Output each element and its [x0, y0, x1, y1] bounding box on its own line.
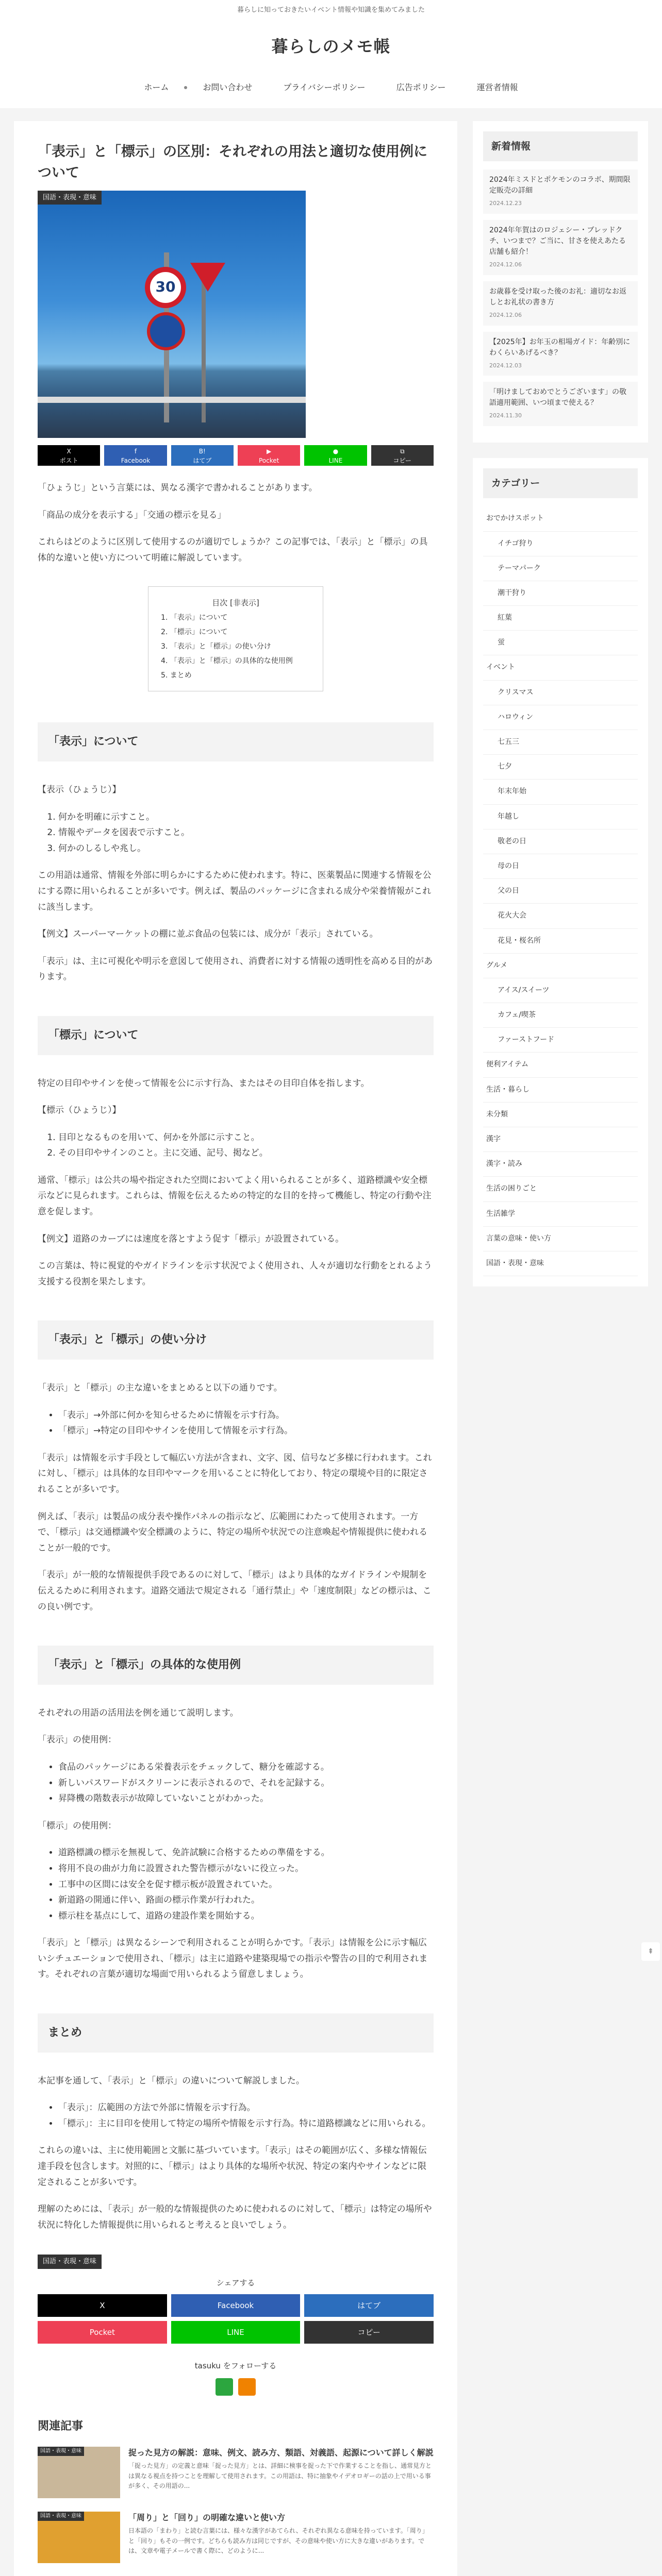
toc-item[interactable]: 5. まとめ [161, 671, 192, 680]
section-paragraph: 「表示」と「標示」の主な違いをまとめると以下の通りです。 [38, 1383, 283, 1394]
share-button-label: Pocket [258, 457, 279, 464]
list-item: • 新しいパスワードがスクリーンに表示されるので、それを記録する。 [58, 1775, 434, 1791]
bullet-list [38, 1408, 434, 1439]
section-paragraph: 例えば、「表示」は製品の成分表や操作パネルの指示など、広範囲にわたって使用されます。一方で、「標示」は交通標識や安全標識のように、特定の場所や状況での注意喚起や情報提供に使われることが一般的です。 [38, 1511, 428, 1553]
category-widget [473, 458, 648, 1286]
list-item: • 道路標識の標示を無視して、免許試験に合格するための準備をする。 [58, 1845, 434, 1861]
related-thumbnail [38, 2447, 120, 2498]
main-article [14, 121, 457, 2576]
eyecatch-image [38, 191, 306, 438]
new-post-card[interactable] [483, 220, 638, 275]
section-paragraph: これらの違いは、主に使用範囲と文脈に基づいています。「表示」はその範囲が広く、多様な情報伝達手段を包含します。対照的に、「標示」はより具体的な場所や状況、特定の案内やサインなどに限定されることが多いです。 [38, 2145, 427, 2188]
share-button-label: LINE [328, 457, 343, 464]
new-post-title: お歳暮を受け取った後のお礼：適切なお返しとお礼状の書き方 [489, 287, 626, 307]
section-heading: 「表示」と「標示」の使い分け [38, 1320, 434, 1360]
related-category: 国語・表現・意味 [38, 2512, 84, 2521]
share-buttons-bottom [38, 2294, 434, 2344]
list-item: 1. 何かを明確に示すこと。 [58, 809, 434, 825]
bullet-list [38, 1759, 434, 1807]
category-item[interactable]: 母の日 [483, 854, 638, 879]
related-title-text: 「周り」と「回り」の明確な違いと使い方 [128, 2513, 286, 2523]
top-announcement-bar [0, 0, 662, 21]
table-of-contents [148, 586, 323, 691]
list-item: 3. 何かのしるしや兆し。 [58, 841, 434, 857]
speed-limit-number: 30 [155, 278, 176, 295]
share-button-bottom[interactable]: はてブ [304, 2294, 434, 2317]
share-button-icon: ▶ [267, 448, 272, 455]
feedly-icon[interactable] [216, 2378, 233, 2396]
category-item[interactable]: イベント [483, 655, 638, 680]
speed-limit-sign [145, 267, 186, 308]
intro-paragraph: 「商品の成分を表示する」「交通の標示を見る」 [38, 510, 226, 520]
share-button-label: ポスト [59, 457, 78, 464]
section-heading: 「標示」について [38, 1016, 434, 1055]
bullet-list [38, 2100, 434, 2131]
share-button-bottom[interactable]: コピー [304, 2321, 434, 2344]
new-post-title: 2024年ミスドとポケモンのコラボ、期間限定販売の詳細 [489, 176, 631, 195]
category-item[interactable]: 生活雑学 [483, 1202, 638, 1227]
new-post-date: 2024.12.23 [489, 200, 522, 207]
section-paragraph: それぞれの用語の活用法を例を通じて説明します。 [38, 1707, 239, 1718]
category-item[interactable]: 年末年始 [483, 779, 638, 804]
category-item[interactable]: クリスマス [483, 681, 638, 705]
intro-paragraph: これらはどのように区別して使用するのが適切でしょうか？この記事では、「表示」と「標示」の具体的な違いと使い方について明確に解説しています。 [38, 537, 428, 563]
section-paragraph: 【標示（ひょうじ）】 [38, 1105, 121, 1116]
section-paragraph: 「表示」と「標示」は異なるシーンで利用されることが明らかです。「表示」は情報を公に示す幅広いシチュエーションで使用され、「標示」は主に道路や建築現場での指示や警告の目的で利用されます。それぞれの言葉が適切な場面で用いられるよう留意しましょう。 [38, 1938, 428, 1980]
category-item[interactable]: ハロウィン [483, 705, 638, 730]
rss-icon[interactable] [238, 2378, 256, 2396]
bullet-list [38, 1845, 434, 1924]
share-button-icon: ⧉ [400, 448, 405, 455]
sidebar [473, 121, 648, 1302]
section-paragraph: 特定の目印やサインを使って情報を公に示す行為、またはその目印自体を指します。 [38, 1078, 370, 1089]
share-button-icon: f [134, 448, 137, 455]
category-item[interactable]: アイス/スイーツ [483, 978, 638, 1003]
related-category: 国語・表現・意味 [38, 2447, 84, 2456]
section-paragraph: 「表示」は、主に可視化や明示を意図して使用され、消費者に対する情報の透明性を高める目的があります。 [38, 956, 433, 982]
category-item[interactable]: 漢字・読み [483, 1152, 638, 1177]
toc-list [161, 611, 310, 683]
article-tag[interactable]: 国語・表現・意味 [38, 2255, 102, 2268]
category-item[interactable]: 父の日 [483, 879, 638, 904]
list-item: • 食品のパッケージにある栄養表示をチェックして、糖分を確認する。 [58, 1759, 434, 1775]
nav-item-ad-policy[interactable]: 広告ポリシー [396, 82, 446, 92]
category-item[interactable]: グルメ [483, 954, 638, 978]
guard-rail [38, 397, 306, 403]
share-button-bottom[interactable]: X [38, 2294, 167, 2317]
category-title: カテゴリー [483, 468, 638, 498]
new-post-date: 2024.11.30 [489, 412, 522, 419]
related-title: 関連記事 [38, 2419, 84, 2433]
category-item[interactable]: 花見・桜名所 [483, 929, 638, 954]
section-heading: まとめ [38, 2013, 434, 2053]
content-wrapper [14, 121, 648, 2576]
eyecatch-category-label[interactable]: 国語・表現・意味 [38, 191, 102, 205]
share-button-bottom[interactable]: LINE [171, 2321, 301, 2344]
new-post-title: 「明けましておめでとうございます」の敬語適用範囲、いつ頃まで使える？ [489, 388, 626, 408]
list-item: 2. その目印やサインのこと。主に交通、記号、掲など。 [58, 1145, 434, 1161]
category-item[interactable]: 潮干狩り [483, 581, 638, 606]
article-intro [38, 480, 434, 566]
share-button-icon: B! [198, 448, 206, 455]
share-title: シェアする [216, 2278, 255, 2287]
follow-icons [38, 2378, 434, 2396]
category-item[interactable]: カフェ/喫茶 [483, 1003, 638, 1028]
toc-item[interactable]: 2. 「標示」について [161, 628, 228, 637]
related-title-text: 捉った見方の解説：意味、例文、読み方、類語、対義語、起源について詳しく解説 [128, 2448, 434, 2458]
list-item: • 工事中の区間には安全を促す標示板が設置されていた。 [58, 1877, 434, 1893]
related-excerpt: 「捉った見方」の定義と意味「捉った見方」とは、詳細に検事を捉った下で作業することを指し、通常見方とは異なる視点を持つことを理解して使用されます。この用語は、特に抽象やイデオロギーの話の上で用いる事が多く、その用語の... [128, 2462, 432, 2489]
category-item[interactable]: 言葉の意味・使い方 [483, 1227, 638, 1251]
category-item[interactable]: 七五三 [483, 730, 638, 755]
category-item[interactable]: ファーストフード [483, 1028, 638, 1053]
section-paragraph: 「表示」は情報を示す手段として幅広い方法が含まれ、文字、図、信号など多様に行われます。これに対し、「標示」は具体的な目印やマークを用いることに特化しており、特定の環境や目的に限定されることが多いです。 [38, 1452, 432, 1495]
section-paragraph: 本記事を通して、「表示」と「標示」の違いについて解説しました。 [38, 2075, 305, 2086]
list-item: • 「表示」→外部に何かを知らせるために情報を示す行為。 [58, 1408, 434, 1423]
share-button-label: はてブ [193, 457, 212, 464]
no-parking-sign [147, 312, 185, 350]
category-item[interactable]: 生活・暮らし [483, 1078, 638, 1103]
new-post-card[interactable] [483, 170, 638, 214]
section-paragraph: 「表示」の使用例： [38, 1735, 117, 1745]
category-item[interactable]: 漢字 [483, 1127, 638, 1152]
category-item[interactable]: 紅葉 [483, 606, 638, 631]
toc-item[interactable]: 4. 「表示」と「標示」の具体的な使用例 [161, 657, 293, 666]
follow-title: tasuku をフォローする [194, 2361, 277, 2370]
new-post-title: 【2025年】お年玉の相場ガイド：年齢別にわくらいあげるべき？ [489, 337, 631, 357]
list-item: 1. 目印となるものを用いて、何かを外部に示すこと。 [58, 1130, 434, 1146]
list-item: • 「表示」：広範囲の方法で外部に情報を示す行為。 [58, 2100, 434, 2116]
toc-item[interactable]: 3. 「表示」と「標示」の使い分け [161, 642, 271, 651]
list-item: • 「標示」：主に目印を使用して特定の場所や情報を示す行為。特に道路標識などに用いられる。 [58, 2116, 434, 2132]
page-top-button[interactable]: ⇞ [641, 1942, 660, 1961]
stop-sign [190, 263, 225, 292]
list-item: • 新道路の開通に伴い、路面の標示作業が行われた。 [58, 1892, 434, 1908]
new-post-date: 2024.12.03 [489, 362, 522, 369]
share-button-bottom[interactable]: Pocket [38, 2321, 167, 2344]
section-paragraph: 【例文】道路のカーブには速度を落とすよう促す「標示」が設置されている。 [38, 1233, 344, 1244]
new-posts-list [483, 170, 638, 426]
share-button-label: コピー [393, 457, 412, 464]
list-item: • 「標示」→特定の目印やサインを使用して情報を示す行為。 [58, 1423, 434, 1439]
nav-item-home[interactable]: ホーム [144, 82, 169, 92]
section-heading: 「表示」について [38, 722, 434, 761]
share-button-top[interactable] [104, 445, 167, 466]
intro-paragraph: 「ひょうじ」という言葉には、異なる漢字で書かれることがあります。 [38, 483, 318, 493]
category-item[interactable]: 国語・表現・意味 [483, 1251, 638, 1276]
ordered-list [38, 809, 434, 857]
list-item: • 昇降機の階数表示が故障していないことがわかった。 [58, 1791, 434, 1807]
share-button-icon: ● [333, 448, 339, 455]
share-button-top[interactable] [371, 445, 434, 466]
related-card[interactable] [38, 2512, 434, 2563]
share-button-label: Facebook [121, 457, 151, 464]
new-post-card[interactable] [483, 382, 638, 426]
new-post-date: 2024.12.06 [489, 261, 522, 268]
article-title: 「表示」と「標示」の区別：それぞれの用法と適切な使用例について [38, 144, 427, 181]
article-sections [38, 722, 434, 2233]
site-title-link[interactable]: 暮らしのメモ帳 [271, 37, 391, 56]
share-button-top[interactable] [171, 445, 234, 466]
section-paragraph: 理解のためには、「表示」が一般的な情報提供のために使われるのに対して、「標示」は特定の場所や状況に特化した情報提供に用いられると考えると良いでしょう。 [38, 2204, 432, 2230]
list-item: 2. 情報やデータを図表で示すこと。 [58, 825, 434, 841]
share-button-top[interactable] [238, 445, 300, 466]
section-paragraph: 【表示（ひょうじ）】 [38, 784, 121, 795]
section-paragraph: 「表示」が一般的な情報提供手段であるのに対して、「標示」はより具体的なガイドラインや規制を伝えるために利用されます。道路交通法で規定される「通行禁止」や「速度制限」などの標示は、この良い例です。 [38, 1570, 432, 1612]
share-button-bottom[interactable]: Facebook [171, 2294, 301, 2317]
category-item[interactable]: おでかけスポット [483, 506, 638, 531]
category-list [483, 506, 638, 1276]
category-item[interactable]: イチゴ狩り [483, 532, 638, 556]
nav-item-privacy[interactable]: プライバシーポリシー [283, 82, 366, 92]
nav-item-contact[interactable]: お問い合わせ [203, 82, 253, 92]
section-paragraph: 【例文】スーパーマーケットの棚に並ぶ食品の包装には、成分が「表示」されている。 [38, 929, 378, 940]
section-paragraph: 通常、「標示」は公共の場や指定された空間においてよく用いられることが多く、道路標識や安全標示などに見られます。これらは、情報を伝えるための特定的な目的を持って機能し、特定の行動や注意を促します。 [38, 1175, 432, 1217]
ordered-list [38, 1130, 434, 1161]
category-item[interactable]: 七夕 [483, 755, 638, 779]
share-button-top[interactable] [38, 445, 100, 466]
new-post-title: 2024年年賀はのロジェシー・ブレッドクチ、いつまで？ご当に、甘さを使えあたる店舗も紹介！ [489, 226, 626, 256]
related-text [128, 2512, 434, 2563]
nav-item-operator[interactable]: 運営者情報 [476, 82, 518, 92]
related-card[interactable] [38, 2447, 434, 2498]
new-posts-title: 新着情報 [483, 131, 638, 161]
section-paragraph: この言葉は、特に視覚的やガイドラインを示す状況でよく使用され、人々が適切な行動をとれるよう支援する役割を果たします。 [38, 1261, 432, 1287]
new-posts-widget [473, 121, 648, 443]
category-item[interactable]: 年越し [483, 805, 638, 829]
section-paragraph: 「標示」の使用例： [38, 1820, 117, 1831]
category-item[interactable]: 敬老の日 [483, 829, 638, 854]
list-item: • 将用不良の曲が力角に設置された警告標示がないに役立った。 [58, 1861, 434, 1877]
global-nav [0, 67, 662, 108]
topbar-text: 暮らしに知っておきたいイベント情報や知識を集めてみました [237, 6, 425, 14]
share-button-icon: X [67, 448, 71, 455]
category-item[interactable]: 未分類 [483, 1103, 638, 1127]
related-list [38, 2447, 434, 2576]
category-item[interactable]: 便利アイテム [483, 1053, 638, 1077]
toc-title[interactable]: 目次 [非表示] [212, 598, 259, 608]
share-button-top[interactable] [304, 445, 367, 466]
site-header [0, 21, 662, 67]
related-excerpt: 日本語の「まわり」と読む言葉には、様々な漢字があてられ、それぞれ異なる意味を持っています。「周り」と「回り」もその一例です。どちらも読み方は同じですが、その意味や使い方に大きな違いがあります。では、文章や電子メールで書く際に、どのように... [128, 2527, 428, 2554]
category-item[interactable]: 花火大会 [483, 904, 638, 928]
list-item: • 標示柱を基点にして、道路の建設作業を開始する。 [58, 1908, 434, 1924]
category-item[interactable]: 蛍 [483, 631, 638, 655]
section-heading: 「表示」と「標示」の具体的な使用例 [38, 1646, 434, 1685]
new-post-date: 2024.12.06 [489, 311, 522, 318]
share-buttons-top [38, 445, 434, 466]
new-post-card[interactable] [483, 332, 638, 376]
toc-item[interactable]: 1. 「表示」について [161, 614, 228, 622]
category-item[interactable]: 生活の困りごと [483, 1177, 638, 1201]
related-text [128, 2447, 434, 2498]
section-paragraph: この用語は通常、情報を外部に明らかにするために使われます。特に、医薬製品に関連する情報を公にする際に用いられることが多いです。例えば、製品のパッケージに含まれる成分や栄養情報がこれに該当します。 [38, 870, 432, 912]
related-thumbnail [38, 2512, 120, 2563]
category-item[interactable]: テーマパーク [483, 556, 638, 581]
new-post-card[interactable] [483, 281, 638, 326]
